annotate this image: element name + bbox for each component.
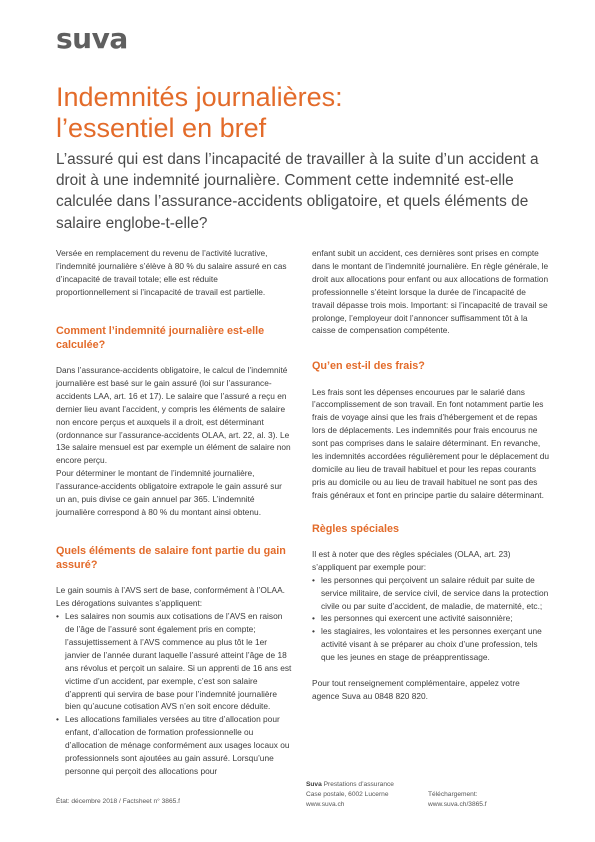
- footer-address: Case postale, 6002 Lucerne: [306, 791, 389, 798]
- list-item: • les stagiaires, les volontaires et les personnes exerçant une activité visant à se préparer au choix d’une profession, tels que les jeunes en stage de préapprentissage.: [312, 625, 549, 664]
- special-rules-list: [312, 574, 549, 664]
- calculation-paragraph-1: Dans l’assurance-accidents obligatoire, le calcul de l’indemnité journalière est basé sur le gain assuré (loi sur l’assurance-accidents LAA, art. 16 et 17). Le salaire que l’assuré a reçu en dernier lieu avant l’accident, y compris les éléments de salaire non encore perçus et auxquels il a droit, est déterminant (ordonnance sur l’assurance-accidents OLAA, art. 22, al. 3). Le 13e salaire mensuel est par exemple un élément de salaire non encore perçu.: [56, 365, 291, 466]
- heading-special-rules: Règles spéciales: [312, 522, 400, 535]
- suva-logo: suva: [56, 22, 128, 55]
- lead-paragraph: L’assuré qui est dans l’incapacité de travailler à la suite d’un accident a droit à une indemnité journalière. Comment cette indemnité est-elle calculée dans l’assurance-accidents obligatoire, et quels éléments de salaire englobe-t-elle?: [56, 151, 539, 232]
- footer-dept: Prestations d’assurance: [321, 781, 394, 788]
- continuation-paragraph: enfant subit un accident, ces dernières sont prises en compte dans le montant de l’indemnité journalière. En règle générale, le droit aux allocations pour enfant ou aux allocations de formation professionnelle s’éteint lorsque la durée de l’incapacité de travail dépasse trois mois. Important: si l’incapacité de travail se prolonge, l’employeur doit l’annoncer suffisamment tôt à la caisse de compensation compétente.: [312, 248, 549, 336]
- list-item: • Les salaires non soumis aux cotisations de l’AVS en raison de l’âge de l’assuré sont également pris en compte; l’assujettissement à l’AVS commence au plus tôt le 1er janvier de l’année durant laquelle l’assuré atteint l’âge de 18 ans révolus et perçoit un salaire. Si un apprenti de 16 ans est victime d’un accident, par exemple, c’est son salaire d’apprenti qui servira de base pour l’indemnité journalière bien qu’aucune cotisation AVS n’en soit encore déduite.: [56, 610, 292, 713]
- left-column: [56, 247, 292, 778]
- title-line-1: Indemnités journalières:: [56, 82, 343, 112]
- heading-calculation: Comment l’indemnité journalière est-elle calculée?: [56, 324, 265, 351]
- footer-suva-address: [306, 780, 394, 810]
- footer-suva-name: Suva: [306, 781, 322, 788]
- footer-dept-line: [306, 780, 394, 790]
- contact-paragraph: Pour tout renseignement complémentaire, appelez votre agence Suva au 0848 820 820.: [312, 678, 520, 701]
- salary-elements-paragraph: Le gain soumis à l’AVS sert de base, conformément à l’OLAA. Les dérogations suivantes s’appliquent:: [56, 585, 285, 609]
- calculation-paragraph-2: Pour déterminer le montant de l’indemnité journalière, l’assurance-accidents obligatoire extrapole le gain assuré sur un an, puis divise ce gain annuel par 365. L’indemnité journalière correspond à 80 % du montant ainsi obtenu.: [56, 468, 282, 517]
- derogations-list: [56, 610, 292, 778]
- footer-download: [428, 790, 487, 810]
- footer-website-link[interactable]: www.suva.ch: [306, 801, 345, 808]
- heading-salary-elements: Quels éléments de salaire font partie du gain assuré?: [56, 544, 286, 572]
- list-item: • les personnes qui exercent une activité saisonnière;: [312, 612, 549, 625]
- list-item: • Les allocations familiales versées au titre d’allocation pour enfant, d’allocation de formation professionnelle ou d’allocation de ménage conformément aux usages locaux ou professionnels sont ajoutées au gain assuré. Lorsqu’une personne qui perçoit des allocations pour: [56, 713, 292, 778]
- title-line-2: l’essentiel en bref: [56, 113, 267, 143]
- list-item: • les personnes qui perçoivent un salaire réduit par suite de service militaire, de service civil, de service dans la protection civile ou par suite d’accident, de maladie, de maternité, etc.;: [312, 574, 549, 613]
- special-rules-paragraph: Il est à noter que des règles spéciales (OLAA, art. 23) s’appliquent par exemple pour:: [312, 548, 511, 572]
- expenses-paragraph: Les frais sont les dépenses encourues par le salarié dans l’accomplissement de son travail. En font notamment partie les frais de voyage ainsi que les frais d’hébergement et de repas lors de déplacements. Les indemnités pour frais encourus ne sont pas comprises dans le salaire déterminant. En revanche, les indemnités accordées régulièrement pour le déplacement du domicile au lieu de travail habituel et pour les repas courants pris au domicile ou au lieu de travail habituel ne sont pas des frais généraux et font en principe partie du salaire déterminant.: [312, 386, 550, 500]
- intro-paragraph: Versée en remplacement du revenu de l’activité lucrative, l’indemnité journalière s’élève à 80 % du salaire assuré en cas d’incapacité de travail totale; elle est réduite proportionnellement si l’incapacité de travail est partielle.: [56, 248, 287, 297]
- footer-download-label: Téléchargement:: [428, 791, 478, 798]
- heading-expenses: Qu’en est-il des frais?: [312, 360, 425, 373]
- footer-download-link[interactable]: www.suva.ch/3865.f: [428, 801, 487, 808]
- footer-date: État: décembre 2018 / Factsheet n° 3865.f: [56, 798, 180, 805]
- right-column: [312, 247, 549, 703]
- page-title: [56, 82, 536, 144]
